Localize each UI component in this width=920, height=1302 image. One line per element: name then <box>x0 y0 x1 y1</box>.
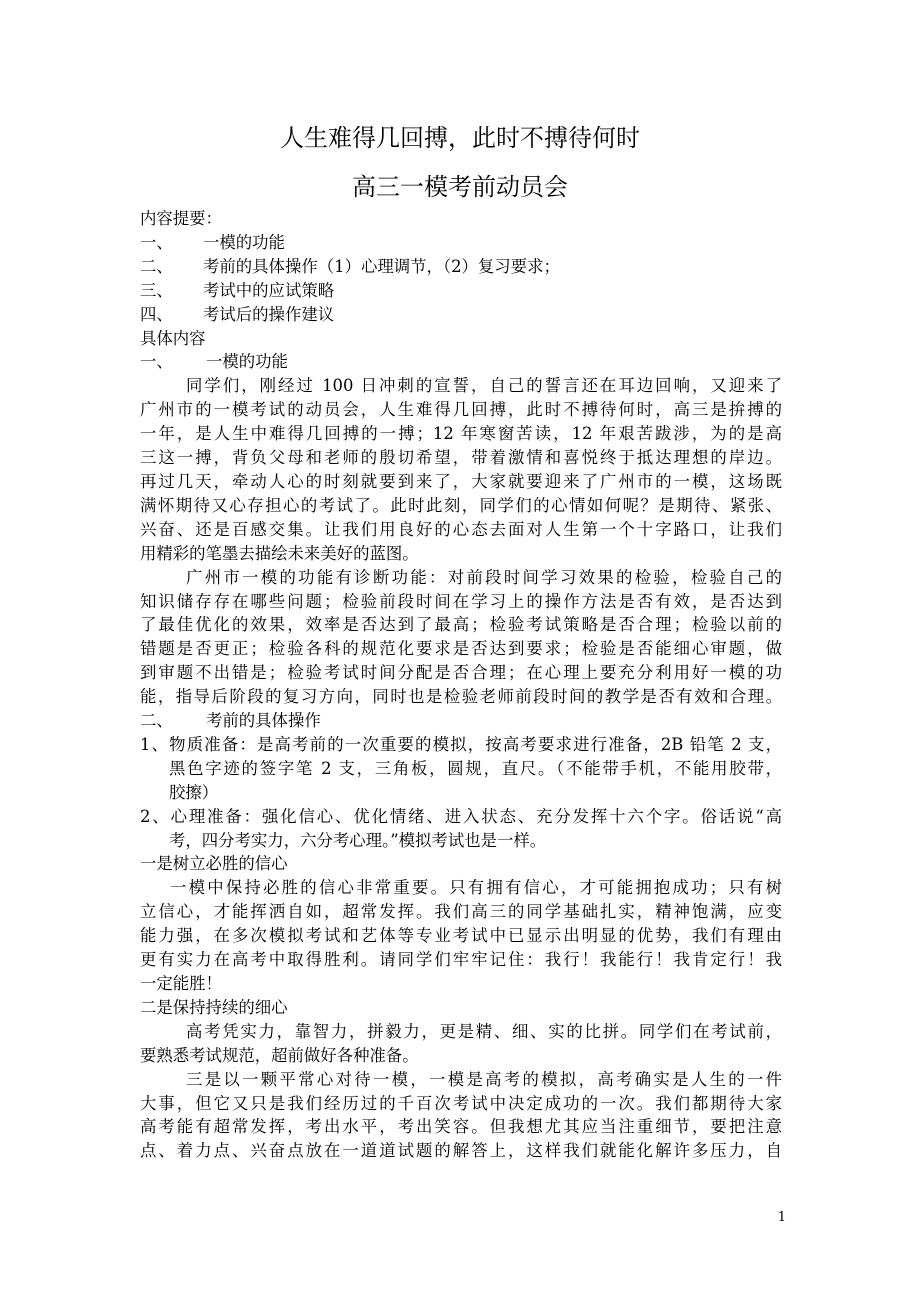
paragraph-line: 能，指导后阶段的复习方向，同时也是检验老师前段时间的教学是否有效和合理。 <box>140 687 782 707</box>
paragraph-line: 高考凭实力，靠智力，拼毅力，更是精、细、实的比拼。同学们在考试前， <box>186 1021 782 1041</box>
outline-text: 考前的具体操作（1）心理调节，（2）复习要求； <box>203 256 560 276</box>
page-title: 人生难得几回搏，此时不搏待何时 <box>280 124 640 152</box>
section-heading <box>140 709 782 733</box>
outline-number: 二、 <box>140 256 173 276</box>
paragraph-line: 三这一搏，背负父母和老师的殷切希望，带着激情和喜悦终于抵达理想的岸边。 <box>140 448 782 468</box>
content-heading: 具体内容 <box>140 328 206 348</box>
outline-item <box>140 231 782 255</box>
point-heading: 二是保持持续的细心 <box>140 997 288 1017</box>
outline-text: 考试中的应试策略 <box>203 280 335 300</box>
section-heading <box>140 350 782 374</box>
list-item-line: 2、心理准备：强化信心、优化情绪、进入状态、充分发挥十六个字。俗话说“高 <box>140 806 782 826</box>
summary-heading: 内容提要： <box>140 209 222 228</box>
paragraph-line: 一年，是人生中难得几回搏的一搏；12 年寒窗苦读，12 年艰苦跋涉，为的是高 <box>140 424 782 444</box>
paragraph-line: 一模中保持必胜的信心非常重要。只有拥有信心，才可能拥抱成功；只有树 <box>170 878 782 898</box>
section-number: 一、 <box>140 352 173 372</box>
document-body <box>140 207 782 1163</box>
paragraph-line: 立信心，才能挥洒自如，超常发挥。我们高三的同学基础扎实，精神饱满，应变 <box>140 902 782 922</box>
paragraph-line: 更有实力在高考中取得胜利。请同学们牢牢记住：我行！我能行！我肯定行！我 <box>140 950 782 970</box>
paragraph-line: 满怀期待又心存担心的考试了。此时此刻，同学们的心情如何呢？是期待、紧张、 <box>140 495 782 515</box>
paragraph-line: 高考能有超常发挥，考出水平，考出笑容。但我想尤其应当注重细节，要把注意 <box>140 1117 782 1137</box>
outline-text: 一模的功能 <box>203 232 285 252</box>
paragraph-line: 了最佳优化的效果，效率是否达到了最高；检验考试策略是否合理；检验以前的 <box>140 615 782 635</box>
paragraph-line: 再过几天，牵动人心的时刻就要到来了，大家就要迎来了广州市的一模，这场既 <box>140 471 782 491</box>
outline-number: 三、 <box>140 280 173 300</box>
paragraph-line: 大事，但它又只是我们经历过的千百次考试中决定成功的一次。我们都期待大家 <box>140 1093 782 1113</box>
outline-text: 考试后的操作建议 <box>203 304 335 324</box>
paragraph-line: 点、着力点、兴奋点放在一道道试题的解答上，这样我们就能化解许多压力，自 <box>140 1141 782 1161</box>
section-title: 考前的具体操作 <box>206 711 321 731</box>
list-item-line: 黑色字迹的签字笔 2 支，三角板，圆规，直尺。（不能带手机，不能用胶带， <box>169 758 782 778</box>
paragraph-line: 同学们，刚经过 100 日冲刺的宣誓，自己的誓言还在耳边回响，又迎来了 <box>186 376 782 396</box>
outline-number: 四、 <box>140 304 173 324</box>
outline-item <box>140 279 782 303</box>
section-number: 二、 <box>140 711 173 731</box>
paragraph-line: 到审题不出错是；检验考试时间分配是否合理；在心理上要充分利用好一模的功 <box>140 663 782 683</box>
paragraph-line: 知识储存存在哪些问题；检验前段时间在学习上的操作方法是否有效，是否达到 <box>140 591 782 611</box>
paragraph-line: 兴奋、还是百感交集。让我们用良好的心态去面对人生第一个十字路口，让我们 <box>140 519 782 539</box>
outline-item <box>140 303 782 327</box>
section-title: 一模的功能 <box>206 352 288 372</box>
paragraph-line: 错题是否更正；检验各科的规范化要求是否达到要求；检验是否能细心审题，做 <box>140 639 782 659</box>
paragraph-line: 一定能胜！ <box>140 974 222 993</box>
list-item-line: 胶擦） <box>169 782 219 802</box>
list-item-line: 考，四分考实力，六分考心理。”模拟考试也是一样。 <box>169 830 547 850</box>
point-heading: 一是树立必胜的信心 <box>140 854 288 874</box>
paragraph-line: 要熟悉考试规范，超前做好各种准备。 <box>140 1045 419 1065</box>
paragraph-line: 用精彩的笔墨去描绘未来美好的蓝图。 <box>140 543 419 563</box>
paragraph-line: 三是以一颗平常心对待一模，一模是高考的模拟，高考确实是人生的一件 <box>186 1069 782 1089</box>
paragraph-line: 广州市的一模考试的动员会，人生难得几回搏，此时不搏待何时，高三是拚搏的 <box>140 400 782 420</box>
paragraph-line: 广州市一模的功能有诊断功能：对前段时间学习效果的检验，检验自己的 <box>186 567 782 587</box>
paragraph-line: 能力强，在多次模拟考试和艺体等专业考试中已显示出明显的优势，我们有理由 <box>140 926 782 946</box>
list-item-line: 1、物质准备：是高考前的一次重要的模拟，按高考要求进行准备，2B 铅笔 2 支， <box>140 734 782 754</box>
outline-number: 一、 <box>140 232 173 252</box>
page-number: 1 <box>777 1210 786 1225</box>
outline-item <box>140 255 782 279</box>
page-subtitle: 高三一模考前动员会 <box>352 173 568 201</box>
